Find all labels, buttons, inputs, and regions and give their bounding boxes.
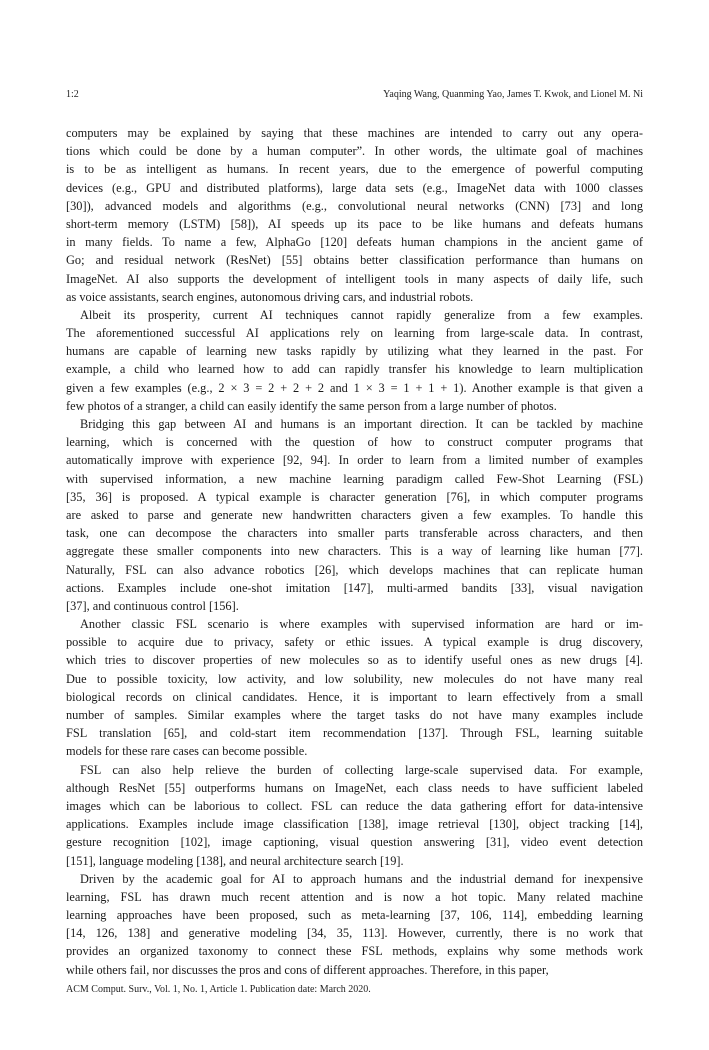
text-line: possible to acquire due to privacy, safety or ethic issues. A typical example is drug discovery, — [66, 635, 643, 650]
text-line: although ResNet [55] outperforms humans on ImageNet, each class needs to have sufficient labeled — [66, 780, 643, 795]
text-line: Driven by the academic goal for AI to approach humans and the industrial demand for inexpensive — [80, 871, 643, 886]
text-line: Go; and residual network (ResNet) [55] obtains better classification performance than humans on — [66, 253, 643, 268]
header-authors: Yaqing Wang, Quanming Yao, James T. Kwok, and Lionel M. Ni — [383, 89, 643, 100]
text-line: learning, which is concerned with the question of how to construct computer programs that — [66, 435, 643, 450]
text-line: gesture recognition [102], image captioning, visual question answering [31], video event detection — [66, 835, 643, 850]
text-line: example, a child who learned how to add can rapidly transfer his knowledge to learn multiplication — [66, 362, 643, 377]
text-line: learning, FSL has drawn much recent attention and is now a hot topic. Many related machine — [66, 889, 643, 904]
text-line: devices (e.g., GPU and distributed platforms), large data sets (e.g., ImageNet data with 1000 classes — [66, 180, 643, 195]
text-line: as voice assistants, search engines, autonomous driving cars, and industrial robots. — [66, 289, 474, 304]
text-line: computers may be explained by saying that these machines are intended to carry out any opera- — [66, 126, 643, 140]
text-line: task, one can decompose the characters into smaller parts transferable across characters, and then — [66, 526, 643, 541]
running-header — [66, 89, 643, 103]
text-line: is to be as intelligent as humans. In recent years, due to the emergence of powerful computing — [66, 162, 643, 177]
text-line: The aforementioned successful AI applications rely on learning from large-scale data. In contrast, — [66, 326, 643, 341]
text-line: [151], language modeling [138], and neural architecture search [19]. — [66, 853, 404, 868]
text-line: images which can be laborious to collect. FSL can reduce the data gathering effort for data-intensive — [66, 798, 643, 813]
text-line: with supervised information, a new machine learning paradigm called Few-Shot Learning (FSL) — [66, 471, 643, 486]
text-line: actions. Examples include one-shot imitation [147], multi-armed bandits [33], visual navigation — [66, 580, 643, 595]
text-line: in many fields. To name a few, AlphaGo [120] defeats human champions in the ancient game of — [66, 235, 643, 250]
body-text — [66, 124, 643, 979]
paragraph — [66, 761, 643, 870]
text-line: Albeit its prosperity, current AI techniques cannot rapidly generalize from a few examples. — [80, 307, 643, 322]
text-line: learning approaches have been proposed, such as meta-learning [37, 106, 114], embedding learning — [66, 908, 643, 923]
text-line: aggregate these smaller components into new characters. This is a way of learning like human [77]. — [66, 544, 643, 559]
text-line: tions which could be done by a human computer”. In other words, the ultimate goal of machines — [66, 144, 643, 159]
text-line: Another classic FSL scenario is where examples with supervised information are hard or im- — [80, 617, 643, 632]
text-line: provides an organized taxonomy to connect these FSL methods, explains why some methods work — [66, 944, 643, 959]
text-line: while others fail, nor discusses the pros and cons of different approaches. Therefore, in this paper, — [66, 962, 549, 977]
text-line: given a few examples (e.g., 2 × 3 = 2 + 2 + 2 and 1 × 3 = 1 + 1 + 1). Another example is that given a — [66, 380, 643, 395]
text-line: few photos of a stranger, a child can easily identify the same person from a large number of photos. — [66, 398, 557, 413]
text-line: which tries to discover properties of new molecules so as to identify useful ones as new drugs [4]. — [66, 653, 643, 668]
text-line: Naturally, FSL can also advance robotics [26], which develops machines that can replicate human — [66, 562, 643, 577]
text-line: FSL translation [65], and cold-start item recommendation [137]. Through FSL, learning suitable — [66, 726, 643, 741]
paragraph — [66, 415, 643, 615]
paragraph — [66, 870, 643, 979]
text-line: humans are capable of learning new tasks rapidly by utilizing what they learned in the past. For — [66, 344, 643, 359]
text-line: FSL can also help relieve the burden of collecting large-scale supervised data. For example, — [80, 762, 643, 777]
paragraph — [66, 615, 643, 761]
paragraph — [66, 124, 643, 306]
text-line: number of samples. Similar examples where the target tasks do not have many examples include — [66, 708, 643, 722]
text-line: [14, 126, 138] and generative modeling [34, 35, 113]. However, currently, there is no work that — [66, 926, 643, 941]
page-footer: ACM Comput. Surv., Vol. 1, No. 1, Article 1. Publication date: March 2020. — [66, 984, 371, 995]
text-line: short-term memory (LSTM) [58]), AI speeds up its pace to be like humans and defeats humans — [66, 216, 643, 231]
text-line: models for these rare cases can become possible. — [66, 744, 308, 759]
text-line: applications. Examples include image classification [138], image retrieval [130], object tracking [14], — [66, 817, 643, 832]
text-line: Due to possible toxicity, low activity, and low solubility, new molecules do not have many real — [66, 671, 643, 686]
text-line: [37], and continuous control [156]. — [66, 598, 239, 613]
text-line: are asked to parse and generate new handwritten characters given a few examples. To handle this — [66, 507, 643, 522]
text-line: ImageNet. AI also supports the development of intelligent tools in many aspects of daily life, such — [66, 271, 643, 286]
page-number: 1:2 — [66, 89, 79, 100]
text-line: [35, 36] is proposed. A typical example is character generation [76], in which computer programs — [66, 489, 643, 504]
text-line: [30]), advanced models and algorithms (e.g., convolutional neural networks (CNN) [73] and long — [66, 198, 643, 213]
paragraph — [66, 306, 643, 415]
text-line: automatically improve with experience [92, 94]. In order to learn from a limited number of examples — [66, 453, 643, 468]
text-line: Bridging this gap between AI and humans is an important direction. It can be tackled by machine — [80, 417, 643, 431]
text-line: biological records on clinical candidates. Hence, it is important to learn effectively from a small — [66, 689, 643, 704]
